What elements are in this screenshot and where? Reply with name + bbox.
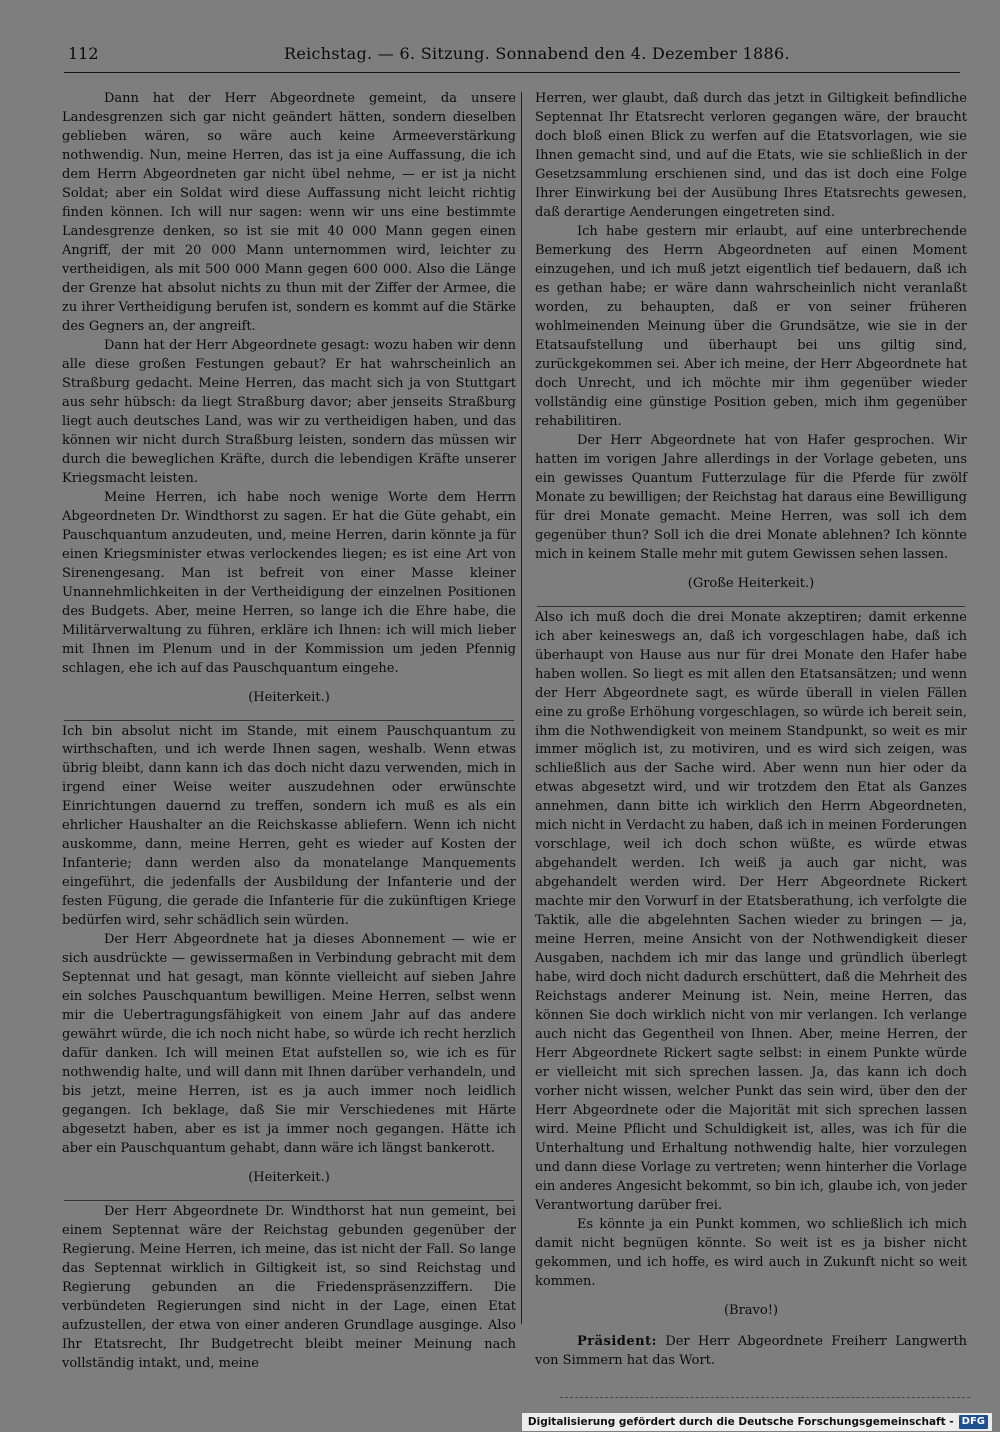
right-column bbox=[535, 90, 967, 1371]
separator-rule bbox=[64, 720, 514, 721]
page-header bbox=[64, 40, 966, 68]
interjection: (Heiterkeit.) bbox=[248, 689, 330, 705]
president-paragraph bbox=[535, 1333, 967, 1371]
separator-rule bbox=[64, 1200, 514, 1201]
speaker-label: Präsident: bbox=[577, 1334, 657, 1350]
left-column bbox=[62, 90, 516, 1374]
paragraph: Dann hat der Herr Abgeordnete gemeint, da unsere Landesgrenzen sich gar nicht geändert hätten, sondern dieselben geblieben wären, so wäre auch keine Armeeverstärkung nothwendig. Nun, meine Herren, das ist ja eine Auffassung, die ich dem Herrn Abgeordneten gar nicht übel nehme, — er ist ja nicht Soldat; aber ein Soldat wird diese Auffassung nicht leicht richtig finden können. Ich will nur sagen: wenn wir uns eine bestimmte Landesgrenze denken, so ist sie mit 40 000 Mann gegen einen Angriff, der mit 20 000 Mann unternommen wird, leichter zu vertheidigen, als mit 500 000 Mann gegen 600 000. Also die Länge der Grenze hat absolut nichts zu thun mit der Ziffer der Armee, die zu ihrer Vertheidigung berufen ist, sondern es kommt auf die Stärke des Gegners an, der angreift. bbox=[62, 91, 516, 334]
dfg-logo-icon: DFG bbox=[959, 1415, 988, 1429]
separator-rule bbox=[537, 606, 965, 607]
interjection: (Heiterkeit.) bbox=[248, 1170, 330, 1186]
interjection: (Große Heiterkeit.) bbox=[687, 575, 815, 591]
page-number: 112 bbox=[68, 44, 99, 63]
column-divider bbox=[521, 92, 522, 1324]
paragraph: Dann hat der Herr Abgeordnete gesagt: wozu haben wir denn alle diese großen Festungen gebaut? Er hat wahrscheinlich an Straßburg gedacht. Meine Herren, das macht sich ja von Stuttgart aus sehr hübsch: da liegt Straßburg davor; aber jenseits Straßburg liegt auch deutsches Land, was wir zu vertheidigen haben, und das können wir nicht durch Straßburg leisten, sondern das müssen wir durch die beweglichen Kräfte, durch die lebendigen Kräfte unserer Kriegsmacht leisten. bbox=[62, 337, 516, 486]
header-rule bbox=[64, 72, 960, 73]
footer-text: Digitalisierung gefördert durch die Deutsche Forschungsgemeinschaft - bbox=[527, 1416, 954, 1428]
paragraph: Der Herr Abgeordnete Dr. Windthorst hat nun gemeint, bei einem Septennat wäre der Reichstag gebunden gegenüber der Regierung. Meine Herren, ich meine, das ist nicht der Fall. So lange das Septennat wirklich in Giltigkeit ist, so sind Reichstag und Regierung gebunden an die Friedenspräsenzziffern. Die verbündeten Regierungen sind nicht in der Lage, einen Etat aufzustellen, der etwa von einer anderen Grundlage ausginge. Also Ihr Etatsrecht, Ihr Budgetrecht bleibt meiner Meinung nach vollständig intakt, und, meine bbox=[62, 1204, 516, 1371]
paragraph: Ich habe gestern mir erlaubt, auf eine unterbrechende Bemerkung des Herrn Abgeordneten auf einen Moment einzugehen, und ich muß jetzt eigentlich tief bedauern, daß ich es gethan habe; er wäre dann wahrscheinlich nicht veranlaßt worden, zu behaupten, daß er von seiner früheren wohlmeinenden Meinung über die Grundsätze, wie sie in der Etatsaufstellung und überhaupt bei uns giltig sind, zurückgekommen sei. Aber ich meine, der Herr Abgeordnete hat doch Unrecht, und ich möchte mir ihm gegenüber wieder vollständig eine günstige Position geben, mich ihm gegenüber rehabilitiren. bbox=[535, 223, 967, 429]
paragraph: Der Herr Abgeordnete hat von Hafer gesprochen. Wir hatten im vorigen Jahre allerdings in der Vorlage gebeten, uns ein gewisses Quantum Futterzulage für die Pferde für zwölf Monate zu bewilligen; der Reichstag hat daraus eine Bewilligung für drei Monate gemacht. Meine Herren, was soll ich dem gegenüber thun? Soll ich die drei Monate ablehnen? Ich könnte mich in keinem Stalle mehr mit gutem Gewissen sehen lassen. bbox=[535, 432, 967, 562]
paragraph: Der Herr Abgeordnete hat ja dieses Abonnement — wie er sich ausdrückte — gewissermaßen in Verbindung gebracht mit dem Septennat und hat gesagt, man könnte vielleicht auf sieben Jahre ein solches Pauschquantum bewilligen. Meine Herren, selbst wenn mir die Uebertragungsfähigkeit von einem Jahr auf das andere gewährt würde, die ich noch nicht habe, so würde ich recht herzlich dafür danken. Ich will meinen Etat aufstellen so, wie ich es für nothwendig halte, und will dann mit Ihnen darüber verhandeln, und bis jetzt, meine Herren, ist es ja auch immer noch leidlich gegangen. Ich beklage, daß Sie mir Verschiedenes mit Härte abgesetzt haben, aber es ist ja immer noch gegangen. Hätte ich aber ein Pauschquantum gehabt, dann wäre ich längst bankerott. bbox=[62, 932, 516, 1157]
speaker-text: Der Herr Abgeordnete Freiherr Langwerth von Simmern hat das Wort. bbox=[535, 1334, 967, 1368]
paragraph: Also ich muß doch die drei Monate akzeptiren; damit erkenne ich aber keineswegs an, daß ich vorgeschlagen habe, daß ich überhaupt von Hause aus nur für drei Monate den Hafer habe haben wollen. So liegt es mit allen den Etatsansätzen; und wenn der Herr Abgeordnete sagt, es würde überall in vielen Fällen eine zu große Erhöhung vorgeschlagen, so würde ich bereit sein, ihm die Nothwendigkeit von meinem Standpunkt, so weit es mir immer möglich ist, zu motiviren, und es wird sich zeigen, was schließlich aus der Sache wird. Aber wenn nun hier oder da etwas abgesetzt wird, und wir trotzdem den Etat als Ganzes annehmen, dann bitte ich wirklich den Herrn Abgeordneten, mich nicht in Verdacht zu haben, daß ich in meinen Forderungen vorschlage, weil ich doch schon wüßte, es würde etwas abgehandelt werden. Ich weiß ja auch gar nicht, was abgehandelt werden wird. Der Herr Abgeordnete Rickert machte mir den Vorwurf in der Etatsberathung, ich verfolgte die Taktik, alle die abgelehnten Sachen wieder zu bringen — ja, meine Herren, meine Ansicht von der Nothwendigkeit dieser Ausgaben, nachdem ich mir das lange und gründlich überlegt habe, wird doch nicht dadurch erschüttert, daß die Mehrheit des Reichstags anderer Meinung ist. Nein, meine Herren, das können Sie doch wirklich nicht von mir verlangen. Ich verlange auch nicht das Gegentheil von Ihnen. Aber, meine Herren, der Herr Abgeordnete Rickert sagte selbst: in einem Punkte würde er vielleicht mit sich sprechen lassen. Ja, das kann ich doch vorher nicht wissen, welcher Punkt das sein wird, über den der Herr Abgeordnete oder die Majorität mit sich sprechen lassen wird. Meine Pflicht und Schuldigkeit ist, alles, was ich für die Unterhaltung und Erhaltung nothwendig halte, hier vorzulegen und dann diese Vorlage zu vertreten; wenn hinterher die Vorlage ein anderes Angesicht bekommt, so bin ich, glaube ich, von jeder Verantwortung darüber frei. bbox=[535, 609, 967, 1214]
running-title: Reichstag. — 6. Sitzung. Sonnabend den 4. Dezember 1886. bbox=[284, 44, 790, 63]
interjection: (Bravo!) bbox=[723, 1303, 779, 1319]
paragraph: Ich bin absolut nicht im Stande, mit einem Pauschquantum zu wirthschaften, und ich werde Ihnen sagen, weshalb. Wenn etwas übrig bleibt, dann kann ich das doch nicht dazu verwenden, mich in irgend einer Weise weiter auszudehnen oder erwünschte Einrichtungen dauernd zu treffen, sondern ich muß es als ein ehrlicher Haushalter an die Reichskasse abliefern. Wenn ich nicht auskomme, dann, meine Herren, geht es wieder auf Kosten der Infanterie; dann werden also da monatelange Manquements eingeführt, die jedenfalls der Ausbildung der Infanterie und der festen Fügung, die gerade die Infanterie für die zukünftigen Kriege bedürfen wird, sehr schädlich sein würden. bbox=[62, 723, 516, 929]
footer-banner bbox=[522, 1413, 992, 1431]
footer-rule bbox=[560, 1397, 970, 1398]
paragraph: Es könnte ja ein Punkt kommen, wo schließlich ich mich damit nicht begnügen könnte. So weit ist es ja bisher nicht gekommen, und ich hoffe, es wird auch in Zukunft nicht so weit kommen. bbox=[535, 1217, 967, 1290]
paragraph: Meine Herren, ich habe noch wenige Worte dem Herrn Abgeordneten Dr. Windthorst zu sagen. Er hat die Güte gehabt, ein Pauschquantum anzudeuten, und, meine Herren, darin könnte ja für einen Kriegsminister etwas verlockendes liegen; es ist eine Art von Sirenengesang. Man ist befreit von einer Masse kleiner Unannehmlichkeiten in der Vertheidigung der einzelnen Positionen des Budgets. Aber, meine Herren, so lange ich die Ehre habe, die Militärverwaltung zu führen, erkläre ich Ihnen: ich will mich lieber mit Ihnen im Plenum und in der Kommission um jeden Pfennig schlagen, ehe ich auf das Pauschquantum eingehe. bbox=[62, 489, 516, 676]
paragraph: Herren, wer glaubt, daß durch das jetzt in Giltigkeit befindliche Septennat Ihr Etatsrecht verloren gegangen wäre, der braucht doch bloß einen Blick zu werfen auf die Etatsvorlagen, wie sie Ihnen gemacht sind, und auf die Etats, wie sie schließlich in der Gesetzsammlung erschienen sind, und das ist doch eine Folge Ihrer Einwirkung bei der Ausübung Ihres Etatsrechts gewesen, daß derartige Aenderungen eingetreten sind. bbox=[535, 91, 967, 220]
